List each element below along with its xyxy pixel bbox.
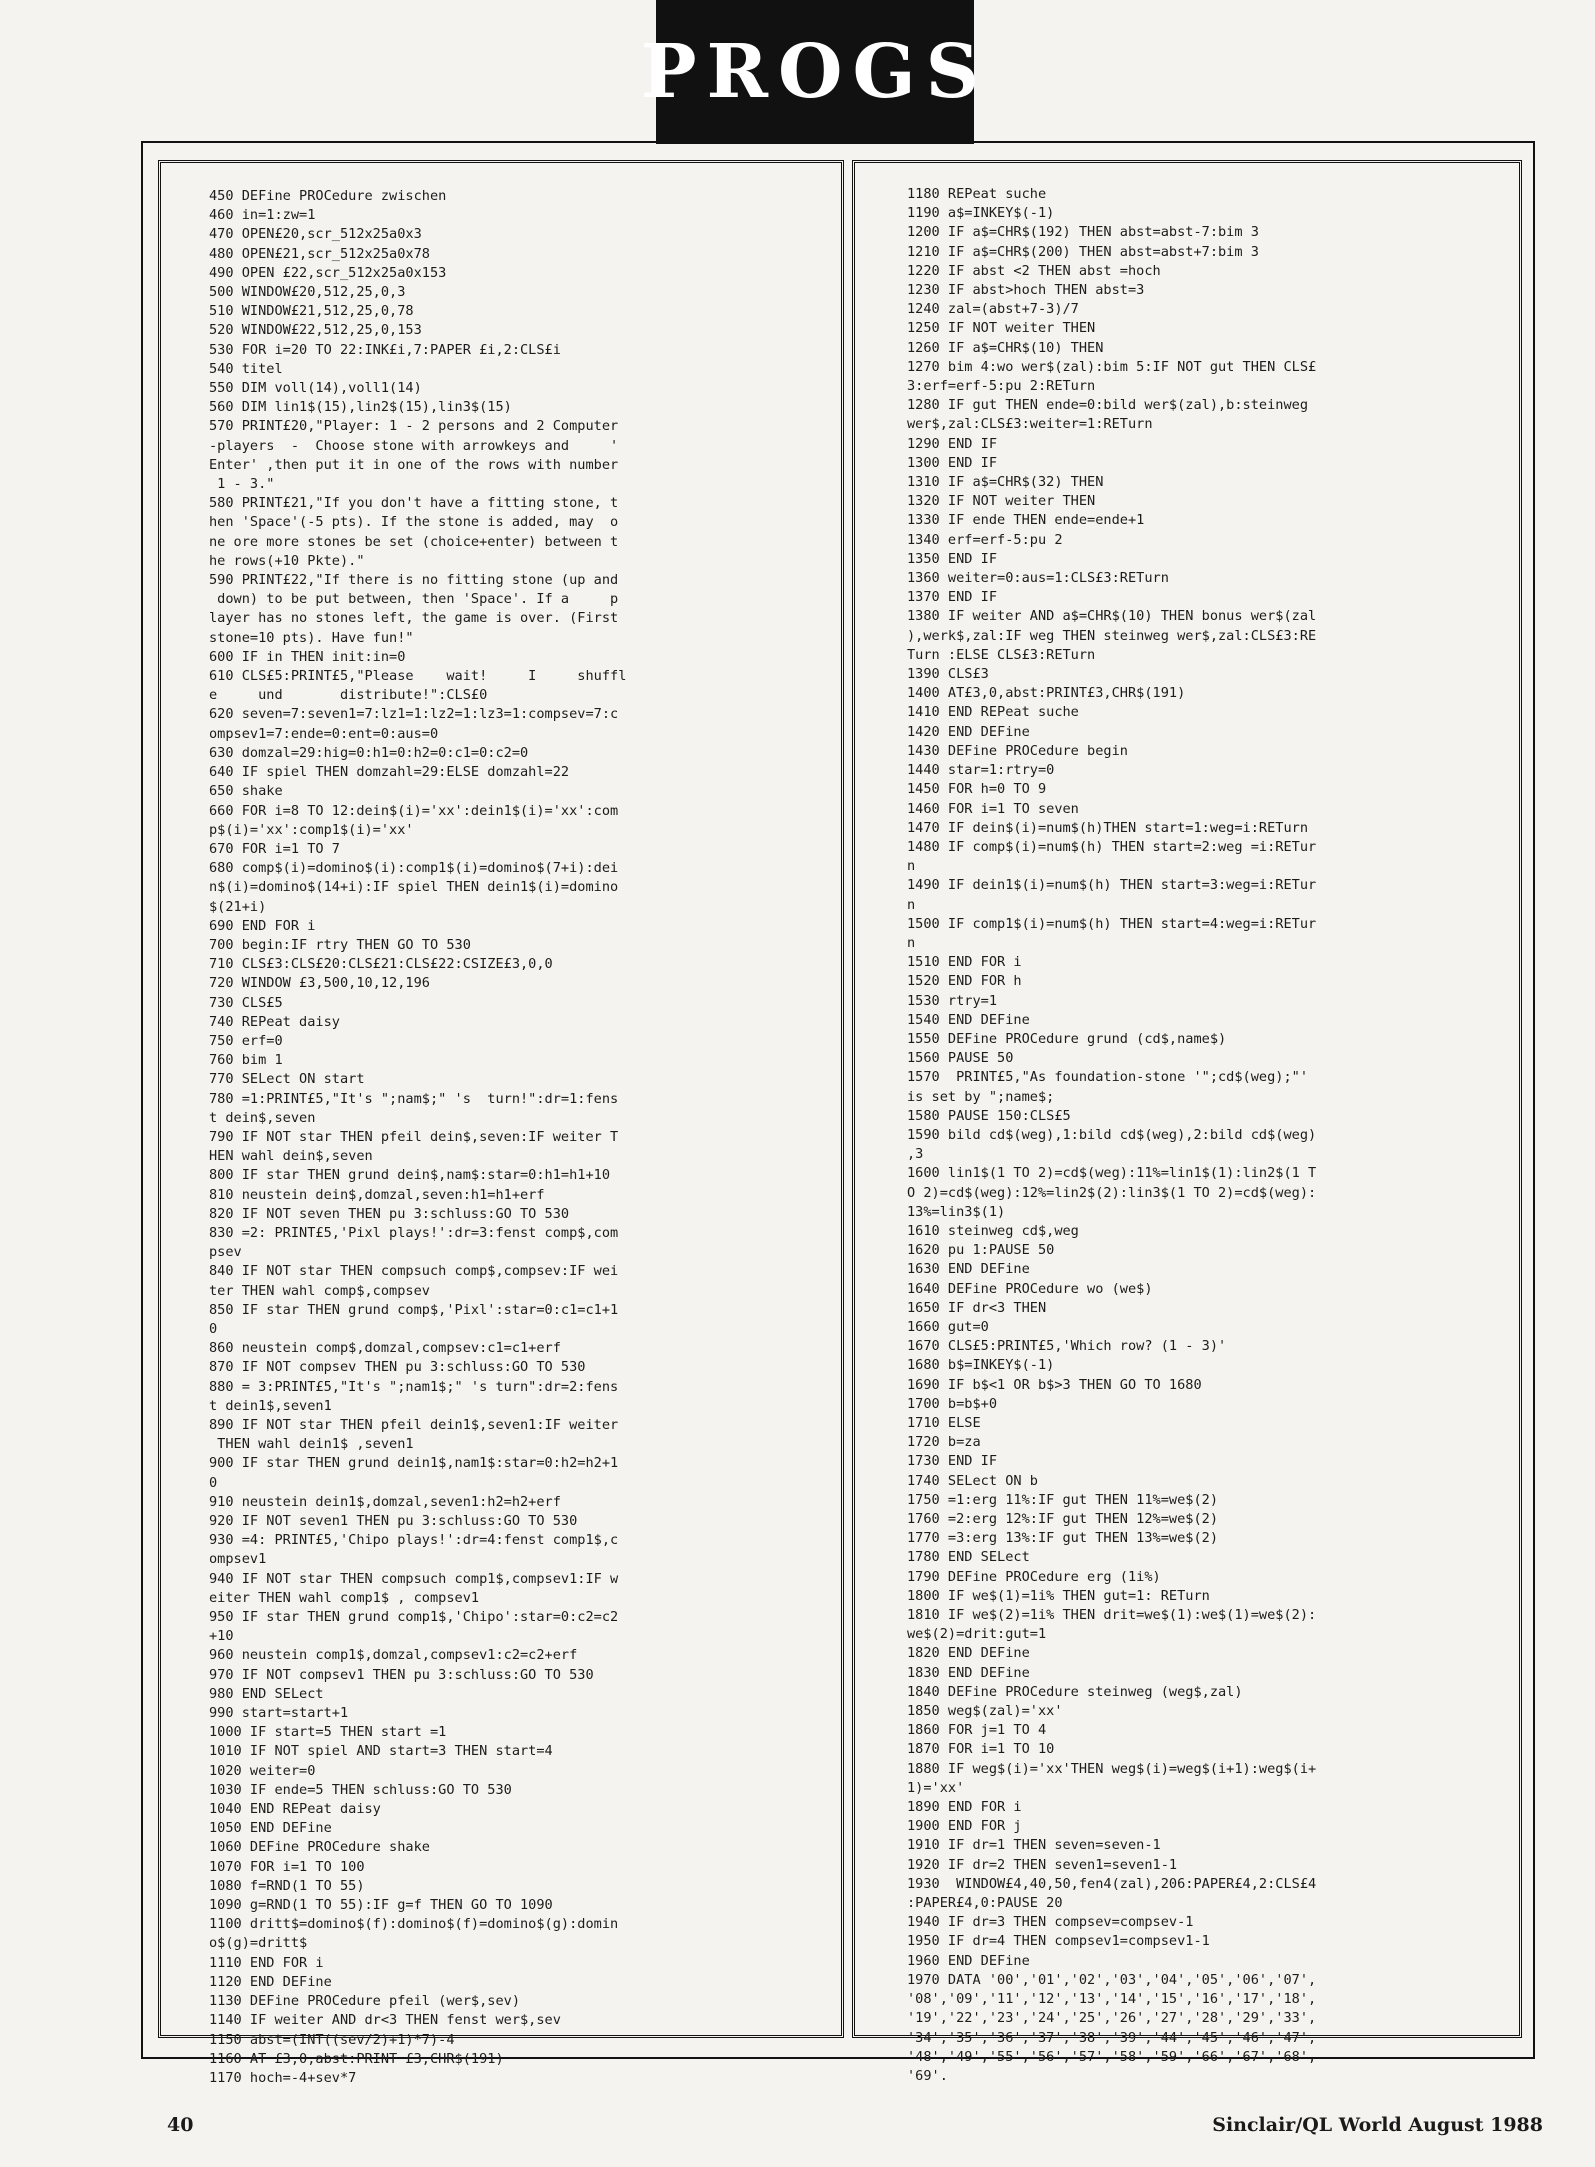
code-line: 770 SELect ON start — [209, 1071, 365, 1088]
code-line: 740 REPeat daisy — [209, 1013, 340, 1030]
code-line: 980 END SELect — [209, 1685, 324, 1702]
code-line: psev — [209, 1244, 242, 1261]
code-line: 1780 END SELect — [907, 1549, 1030, 1566]
code-line: '69'. — [907, 2067, 948, 2084]
code-line: 1150 abst=(INT((sev/2)+1)*7)-4 — [209, 2031, 455, 2048]
code-line: 1550 DEFine PROCedure grund (cd$,name$) — [907, 1030, 1227, 1047]
code-line: 810 neustein dein$,domzal,seven:h1=h1+erf — [209, 1186, 545, 1203]
code-line: t dein1$,seven1 — [209, 1397, 332, 1414]
code-line: 1890 END FOR i — [907, 1799, 1022, 1816]
magazine-credit: Sinclair/QL World August 1988 — [1212, 2114, 1543, 2136]
code-line: o$(g)=dritt$ — [209, 1935, 308, 1952]
code-line: 1410 END REPeat suche — [907, 704, 1079, 721]
code-line: 1880 IF weg$(i)='xx'THEN weg$(i)=weg$(i+1):weg$(i+ — [907, 1760, 1317, 1777]
code-line: 1740 SELect ON b — [907, 1472, 1038, 1489]
code-line: 1360 weiter=0:aus=1:CLS£3:RETurn — [907, 570, 1169, 587]
code-line: 1630 END DEFine — [907, 1261, 1030, 1278]
code-line: 1660 gut=0 — [907, 1318, 989, 1335]
code-line: 1960 END DEFine — [907, 1952, 1030, 1969]
code-line: 1760 =2:erg 12%:IF gut THEN 12%=we$(2) — [907, 1511, 1218, 1528]
code-line: 1250 IF NOT weiter THEN — [907, 320, 1096, 337]
code-line: :PAPER£4,0:PAUSE 20 — [907, 1895, 1063, 1912]
code-line: 1350 END IF — [907, 550, 998, 567]
code-line: he rows(+10 Pkte)." — [209, 552, 365, 569]
code-line: 510 WINDOW£21,512,25,0,78 — [209, 303, 414, 320]
code-line: 1850 weg$(zal)='xx' — [907, 1703, 1063, 1720]
code-line: 890 IF NOT star THEN pfeil dein1$,seven1:IF weiter — [209, 1417, 619, 1433]
code-line: 1540 END DEFine — [907, 1011, 1030, 1028]
code-line: 1940 IF dr=3 THEN compsev=compsev-1 — [907, 1914, 1194, 1931]
code-line: 1 - 3." — [209, 476, 275, 493]
code-line: 1830 END DEFine — [907, 1664, 1030, 1681]
code-line: 1010 IF NOT spiel AND start=3 THEN start=4 — [209, 1743, 553, 1760]
code-line: 1910 IF dr=1 THEN seven=seven-1 — [907, 1837, 1161, 1854]
code-line: 820 IF NOT seven THEN pu 3:schluss:GO TO 530 — [209, 1205, 570, 1222]
code-line: 870 IF NOT compsev THEN pu 3:schluss:GO TO 530 — [209, 1359, 586, 1376]
code-line: Turn :ELSE CLS£3:RETurn — [907, 646, 1096, 663]
section-title: PROGS — [640, 29, 990, 115]
code-line: ne ore more stones be set (choice+enter) between t — [209, 533, 619, 550]
code-line: 1020 weiter=0 — [209, 1762, 316, 1779]
code-line: 580 PRINT£21,"If you don't have a fitting stone, t — [209, 495, 619, 512]
code-line: HEN wahl dein$,seven — [209, 1148, 373, 1165]
code-line: 1190 a$=INKEY$(-1) — [907, 205, 1055, 222]
code-line: 1070 FOR i=1 TO 100 — [209, 1858, 365, 1875]
code-line: 1420 END DEFine — [907, 723, 1030, 740]
code-line: ompsev1 — [209, 1551, 267, 1568]
code-line: 630 domzal=29:hig=0:h1=0:h2=0:c1=0:c2=0 — [209, 744, 529, 761]
code-line: 1810 IF we$(2)=1i% THEN drit=we$(1):we$(1)=we$(2): — [907, 1607, 1317, 1624]
code-line: '34','35','36','37','38','39','44','45','46','47', — [907, 2029, 1317, 2046]
code-line: 1080 f=RND(1 TO 55) — [209, 1877, 365, 1894]
code-line: 1670 CLS£5:PRINT£5,'Which row? (1 - 3)' — [907, 1338, 1227, 1355]
code-line: 1580 PAUSE 150:CLS£5 — [907, 1107, 1071, 1124]
code-line: 660 FOR i=8 TO 12:dein$(i)='xx':dein1$(i)='xx':com — [209, 802, 619, 819]
code-line: 1520 END FOR h — [907, 973, 1022, 990]
code-line: 650 shake — [209, 783, 283, 800]
code-line: 610 CLS£5:PRINT£5,"Please wait! I shuffl — [209, 668, 627, 685]
code-line: 1380 IF weiter AND a$=CHR$(10) THEN bonus wer$(zal — [907, 608, 1317, 625]
code-line: 1700 b=b$+0 — [907, 1395, 998, 1412]
code-line: 730 CLS£5 — [209, 994, 283, 1011]
code-line: 0 — [209, 1320, 218, 1337]
code-line: 760 bim 1 — [209, 1052, 283, 1069]
code-line: 1340 erf=erf-5:pu 2 — [907, 531, 1063, 548]
listing-column-right — [852, 160, 1522, 2084]
code-line: 1970 DATA '00','01','02','03','04','05','06','07', — [907, 1971, 1317, 1988]
code-line: 910 neustein dein1$,domzal,seven1:h2=h2+erf — [209, 1493, 561, 1510]
code-line: 790 IF NOT star THEN pfeil dein$,seven:IF weiter T — [209, 1128, 619, 1145]
code-line: 590 PRINT£22,"If there is no fitting stone (up and — [209, 572, 619, 589]
code-line: 750 erf=0 — [209, 1032, 283, 1049]
code-line: is set by ";name$; — [907, 1088, 1055, 1105]
code-line: 1710 ELSE — [907, 1415, 981, 1431]
code-line: 1480 IF comp$(i)=num$(h) THEN start=2:weg =i:RETur — [907, 838, 1317, 855]
code-line: 3:erf=erf-5:pu 2:RETurn — [907, 378, 1096, 395]
code-line: '19','22','23','24','25','26','27','28','29','33', — [907, 2010, 1317, 2027]
code-line: 1730 END IF — [907, 1453, 998, 1470]
code-line: 1200 IF a$=CHR$(192) THEN abst=abst-7:bim 3 — [907, 224, 1259, 241]
code-line: 1210 IF a$=CHR$(200) THEN abst=abst+7:bim 3 — [907, 243, 1259, 260]
code-line: 550 DIM voll(14),voll1(14) — [209, 380, 422, 397]
code-line: 1310 IF a$=CHR$(32) THEN — [907, 474, 1104, 491]
code-line: 1840 DEFine PROCedure steinweg (weg$,zal) — [907, 1683, 1243, 1700]
code-line: 570 PRINT£20,"Player: 1 - 2 persons and 2 Computer — [209, 418, 619, 435]
code-line: 1450 FOR h=0 TO 9 — [907, 781, 1047, 798]
code-line: $(21+i) — [209, 898, 267, 915]
code-line: 1030 IF ende=5 THEN schluss:GO TO 530 — [209, 1781, 512, 1798]
code-line: 500 WINDOW£20,512,25,0,3 — [209, 284, 406, 301]
code-line: e und distribute!":CLS£0 — [209, 687, 488, 704]
code-line: 1100 dritt$=domino$(f):domino$(f)=domino$(g):domin — [209, 1916, 619, 1933]
code-line: wer$,zal:CLS£3:weiter=1:RETurn — [907, 416, 1153, 433]
code-line: 1600 lin1$(1 TO 2)=cd$(weg):11%=lin1$(1):lin2$(1 T — [907, 1165, 1317, 1182]
code-line: 880 = 3:PRINT£5,"It's ";nam1$;" 's turn":dr=2:fens — [209, 1378, 619, 1395]
code-line: 1220 IF abst <2 THEN abst =hoch — [907, 262, 1161, 279]
code-line: 1400 AT£3,0,abst:PRINT£3,CHR$(191) — [907, 685, 1186, 702]
code-line: 680 comp$(i)=domino$(i):comp1$(i)=domino$(7+i):dei — [209, 860, 619, 877]
code-line: Enter' ,then put it in one of the rows with number — [209, 456, 619, 473]
code-line: 690 END FOR i — [209, 917, 316, 934]
code-line: 1160 AT £3,0,abst:PRINT £3,CHR$(191) — [209, 2050, 504, 2067]
code-line: we$(2)=drit:gut=1 — [907, 1626, 1047, 1643]
code-line: 1950 IF dr=4 THEN compsev1=compsev1-1 — [907, 1933, 1210, 1950]
code-line: 1590 bild cd$(weg),1:bild cd$(weg),2:bild cd$(weg) — [907, 1126, 1317, 1143]
code-line: down) to be put between, then 'Space'. If a p — [209, 591, 619, 608]
code-line: 1800 IF we$(1)=1i% THEN gut=1: RETurn — [907, 1587, 1210, 1604]
code-line: n — [907, 858, 916, 875]
code-line: t dein$,seven — [209, 1109, 316, 1126]
code-line: 520 WINDOW£22,512,25,0,153 — [209, 322, 422, 339]
code-line: 990 start=start+1 — [209, 1705, 349, 1722]
code-line: 1230 IF abst>hoch THEN abst=3 — [907, 282, 1145, 299]
listing-column-left — [158, 160, 844, 2086]
code-line: 1050 END DEFine — [209, 1820, 332, 1837]
code-line: 1290 END IF — [907, 435, 998, 452]
code-line: ter THEN wahl comp$,compsev — [209, 1282, 430, 1299]
code-line: 490 OPEN £22,scr_512x25a0x153 — [209, 264, 447, 281]
code-line: 1860 FOR j=1 TO 4 — [907, 1722, 1047, 1739]
code-line: 1610 steinweg cd$,weg — [907, 1222, 1079, 1239]
code-line: p$(i)='xx':comp1$(i)='xx' — [209, 821, 414, 838]
code-line: 560 DIM lin1$(15),lin2$(15),lin3$(15) — [209, 399, 512, 416]
code-line: 1060 DEFine PROCedure shake — [209, 1839, 430, 1856]
code-line: '08','09','11','12','13','14','15','16','17','18', — [907, 1991, 1317, 2008]
code-line: 1750 =1:erg 11%:IF gut THEN 11%=we$(2) — [907, 1491, 1218, 1508]
code-line: 1650 IF dr<3 THEN — [907, 1299, 1047, 1316]
code-line: 1140 IF weiter AND dr<3 THEN fenst wer$,sev — [209, 2012, 561, 2029]
code-line: 900 IF star THEN grund dein1$,nam1$:star=0:h2=h2+1 — [209, 1455, 619, 1472]
code-line: 1560 PAUSE 50 — [907, 1050, 1014, 1067]
code-line: 830 =2: PRINT£5,'Pixl plays!':dr=3:fenst comp$,com — [209, 1224, 619, 1241]
code-line: 700 begin:IF rtry THEN GO TO 530 — [209, 936, 471, 953]
code-line: 1040 END REPeat daisy — [209, 1801, 381, 1818]
code-line: 710 CLS£3:CLS£20:CLS£21:CLS£22:CSIZE£3,0,0 — [209, 956, 553, 973]
code-line: 1300 END IF — [907, 454, 998, 471]
code-line: 800 IF star THEN grund dein$,nam$:star=0:h1=h1+10 — [209, 1167, 611, 1184]
code-line: 1570 PRINT£5,"As foundation-stone '";cd$(weg);"' — [907, 1069, 1309, 1086]
code-line: 1460 FOR i=1 TO seven — [907, 800, 1079, 817]
code-line: hen 'Space'(-5 pts). If the stone is added, may o — [209, 514, 619, 531]
code-line: 1930 WINDOW£4,40,50,fen4(zal),206:PAPER£4,2:CLS£4 — [907, 1875, 1317, 1892]
code-line: 1390 CLS£3 — [907, 666, 989, 683]
code-line: 1110 END FOR i — [209, 1954, 324, 1971]
code-line: '48','49','55','56','57','58','59','66','67','68', — [907, 2048, 1317, 2065]
code-line: 620 seven=7:seven1=7:lz1=1:lz2=1:lz3=1:compsev=7:c — [209, 706, 619, 723]
code-line: 1920 IF dr=2 THEN seven1=seven1-1 — [907, 1856, 1178, 1873]
code-line: 1270 bim 4:wo wer$(zal):bim 5:IF NOT gut THEN CLS£ — [907, 358, 1317, 375]
code-line: 13%=lin3$(1) — [907, 1203, 1006, 1220]
code-line: 1090 g=RND(1 TO 55):IF g=f THEN GO TO 1090 — [209, 1897, 553, 1914]
code-line: 920 IF NOT seven1 THEN pu 3:schluss:GO TO 530 — [209, 1513, 578, 1530]
code-line: 720 WINDOW £3,500,10,12,196 — [209, 975, 430, 992]
code-line: 930 =4: PRINT£5,'Chipo plays!':dr=4:fenst comp1$,c — [209, 1532, 619, 1549]
code-line: stone=10 pts). Have fun!" — [209, 629, 414, 646]
code-line: 1530 rtry=1 — [907, 992, 998, 1009]
code-line: ompsev1=7:ende=0:ent=0:aus=0 — [209, 725, 439, 742]
code-line: n — [907, 896, 916, 913]
code-line: ,3 — [907, 1146, 924, 1163]
code-line: 1900 END FOR j — [907, 1818, 1022, 1835]
code-line: +10 — [209, 1628, 234, 1645]
code-line: 1)='xx' — [907, 1779, 965, 1796]
code-line: 470 OPEN£20,scr_512x25a0x3 — [209, 226, 422, 243]
code-line: 600 IF in THEN init:in=0 — [209, 648, 406, 665]
code-line: 1820 END DEFine — [907, 1645, 1030, 1662]
code-line: 450 DEFine PROCedure zwischen — [209, 188, 447, 204]
code-line: 850 IF star THEN grund comp$,'Pixl':star=0:c1=c1+1 — [209, 1301, 619, 1318]
code-line: 1180 REPeat suche — [907, 186, 1047, 202]
code-line: 1000 IF start=5 THEN start =1 — [209, 1724, 447, 1741]
code-line: 1640 DEFine PROCedure wo (we$) — [907, 1280, 1153, 1297]
code-line: 1720 b=za — [907, 1434, 981, 1451]
code-line: 780 =1:PRINT£5,"It's ";nam$;" 's turn!":dr=1:fens — [209, 1090, 619, 1107]
code-line: 970 IF NOT compsev1 THEN pu 3:schluss:GO TO 530 — [209, 1666, 594, 1683]
code-line: O 2)=cd$(weg):12%=lin2$(2):lin3$(1 TO 2)=cd$(weg): — [907, 1184, 1317, 1201]
code-line: 1130 DEFine PROCedure pfeil (wer$,sev) — [209, 1993, 520, 2010]
code-line: 1500 IF comp1$(i)=num$(h) THEN start=4:weg=i:RETur — [907, 915, 1317, 932]
code-line: 960 neustein comp1$,domzal,compsev1:c2=c2+erf — [209, 1647, 578, 1664]
code-line: 860 neustein comp$,domzal,compsev:c1=c1+erf — [209, 1340, 561, 1357]
code-line: layer has no stones left, the game is over. (First — [209, 610, 619, 627]
code-line: 1120 END DEFine — [209, 1973, 332, 1990]
page-number: 40 — [167, 2114, 194, 2136]
code-line: 1680 b$=INKEY$(-1) — [907, 1357, 1055, 1374]
code-line: 1770 =3:erg 13%:IF gut THEN 13%=we$(2) — [907, 1530, 1218, 1547]
code-line: 1790 DEFine PROCedure erg (1i%) — [907, 1568, 1161, 1585]
code-line: eiter THEN wahl comp1$ , compsev1 — [209, 1589, 480, 1606]
code-line: THEN wahl dein1$ ,seven1 — [209, 1436, 414, 1453]
code-line: 1330 IF ende THEN ende=ende+1 — [907, 512, 1145, 529]
code-line: ),werk$,zal:IF weg THEN steinweg wer$,zal:CLS£3:RE — [907, 627, 1317, 644]
code-line: 1170 hoch=-4+sev*7 — [209, 2069, 357, 2086]
code-line: 540 titel — [209, 360, 283, 377]
code-line: 1870 FOR i=1 TO 10 — [907, 1741, 1055, 1758]
code-line: 940 IF NOT star THEN compsuch comp1$,compsev1:IF w — [209, 1570, 619, 1587]
code-line: 1510 END FOR i — [907, 954, 1022, 971]
code-line: 480 OPEN£21,scr_512x25a0x78 — [209, 245, 430, 262]
code-line: 1240 zal=(abst+7-3)/7 — [907, 301, 1079, 318]
code-line: 670 FOR i=1 TO 7 — [209, 840, 340, 857]
code-line: n — [907, 934, 916, 951]
code-line: 1370 END IF — [907, 589, 998, 606]
code-line: -players - Choose stone with arrowkeys and ' — [209, 437, 619, 454]
code-line: 1470 IF dein$(i)=num$(h)THEN start=1:weg=i:RETurn — [907, 819, 1309, 836]
code-line: 1490 IF dein1$(i)=num$(h) THEN start=3:weg=i:RETur — [907, 877, 1317, 894]
code-line: 1690 IF b$<1 OR b$>3 THEN GO TO 1680 — [907, 1376, 1202, 1393]
code-line: 530 FOR i=20 TO 22:INK£i,7:PAPER £i,2:CLS£i — [209, 341, 561, 358]
code-listing-right — [907, 185, 1316, 2086]
code-line: 1280 IF gut THEN ende=0:bild wer$(zal),b:steinweg — [907, 397, 1309, 414]
code-line: 950 IF star THEN grund comp1$,'Chipo':star=0:c2=c2 — [209, 1609, 619, 1626]
code-line: 840 IF NOT star THEN compsuch comp$,compsev:IF wei — [209, 1263, 619, 1280]
code-line: n$(i)=domino$(14+i):IF spiel THEN dein1$(i)=domino — [209, 879, 619, 896]
code-line: 1440 star=1:rtry=0 — [907, 762, 1055, 779]
code-line: 1260 IF a$=CHR$(10) THEN — [907, 339, 1104, 356]
code-line: 0 — [209, 1474, 218, 1491]
code-listing-left — [209, 187, 626, 2088]
code-line: 1620 pu 1:PAUSE 50 — [907, 1242, 1055, 1259]
code-line: 640 IF spiel THEN domzahl=29:ELSE domzahl=22 — [209, 764, 570, 781]
code-line: 460 in=1:zw=1 — [209, 207, 316, 224]
code-line: 1320 IF NOT weiter THEN — [907, 493, 1096, 510]
code-line: 1430 DEFine PROCedure begin — [907, 742, 1128, 759]
section-header-tab — [640, 0, 990, 144]
